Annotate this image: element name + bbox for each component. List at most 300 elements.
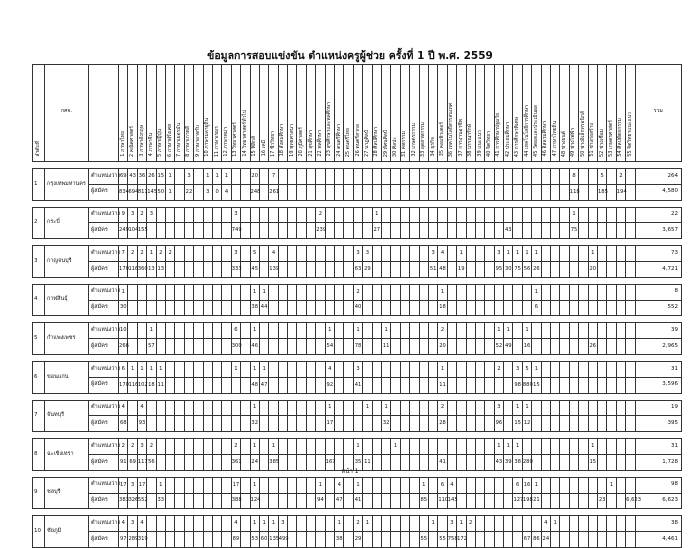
value-cell [335, 323, 344, 339]
value-cell [335, 439, 344, 455]
value-cell [184, 439, 193, 455]
table-row [33, 361, 682, 377]
subject-header-label: 6 ภาษาฝรั่งเศส [166, 123, 173, 157]
value-cell: 17 [137, 477, 146, 493]
value-cell [532, 207, 541, 223]
subject-header-label: 29 ทัศนศิลป์ [382, 129, 389, 157]
value-cell [541, 284, 550, 300]
value-cell: 6,623 [626, 493, 635, 509]
value-cell [381, 261, 390, 277]
value-cell: 2 [119, 439, 128, 455]
spacer-row [33, 277, 682, 284]
value-cell [381, 223, 390, 239]
subject-header-cell [175, 65, 184, 162]
value-cell: 32 [250, 416, 259, 432]
value-cell [419, 377, 428, 393]
value-cell [400, 439, 409, 455]
value-cell [607, 516, 616, 532]
value-cell: 127 [513, 493, 522, 509]
value-cell [485, 361, 494, 377]
value-cell [597, 284, 606, 300]
value-cell [184, 284, 193, 300]
value-cell: 5 [250, 246, 259, 262]
value-cell [335, 300, 344, 316]
document-title: ข้อมูลการสอบแข่งขัน ตำแหน่งครูผู้ช่วย ครั้งที่ 1 ปี พ.ศ. 2559 [207, 50, 493, 62]
value-cell [616, 300, 625, 316]
value-cell [212, 516, 221, 532]
value-cell [156, 439, 165, 455]
value-cell: 4 [447, 477, 456, 493]
value-cell [597, 323, 606, 339]
value-cell [241, 416, 250, 432]
value-cell [419, 207, 428, 223]
value-cell [297, 207, 306, 223]
value-cell [400, 246, 409, 262]
value-cell [579, 300, 588, 316]
value-cell [147, 493, 156, 509]
value-cell: 1 [513, 400, 522, 416]
subject-header-label: 10 ภาษามลายูถิ่น [204, 118, 211, 157]
value-cell [353, 184, 362, 200]
subject-header-cell [475, 65, 484, 162]
value-cell: 0 [212, 184, 221, 200]
value-cell [381, 184, 390, 200]
value-cell: 46 [250, 339, 259, 355]
value-cell [184, 416, 193, 432]
value-cell: 2 [494, 361, 503, 377]
value-cell [607, 223, 616, 239]
value-cell [447, 323, 456, 339]
value-cell [363, 532, 372, 548]
value-cell [335, 361, 344, 377]
value-cell: 383 [119, 493, 128, 509]
row-kind-positions: ตำแหน่งว่าง [89, 400, 119, 416]
row-total: 22 [635, 207, 681, 223]
value-cell [288, 169, 297, 185]
value-cell: 27 [372, 223, 381, 239]
value-cell [212, 339, 221, 355]
value-cell: 85 [419, 493, 428, 509]
value-cell: 38 [335, 532, 344, 548]
value-cell [128, 339, 137, 355]
value-cell [588, 223, 597, 239]
value-cell: 2 [166, 246, 175, 262]
value-cell [419, 300, 428, 316]
value-cell: 834 [119, 184, 128, 200]
value-cell [532, 416, 541, 432]
value-cell [597, 300, 606, 316]
value-cell: 1 [569, 207, 578, 223]
value-cell [588, 300, 597, 316]
value-cell: 145 [147, 184, 156, 200]
value-cell [241, 223, 250, 239]
value-cell [560, 416, 569, 432]
row-total: 38 [635, 516, 681, 532]
value-cell [325, 223, 334, 239]
value-cell [203, 439, 212, 455]
value-cell [194, 207, 203, 223]
value-cell [410, 516, 419, 532]
value-cell [616, 284, 625, 300]
value-cell [241, 400, 250, 416]
subject-header-cell [269, 65, 278, 162]
value-cell [597, 377, 606, 393]
value-cell: 1 [504, 323, 513, 339]
value-cell: 117 [137, 454, 146, 470]
value-cell [184, 361, 193, 377]
value-cell: 48 [250, 377, 259, 393]
value-cell [306, 532, 315, 548]
subject-header-cell [551, 65, 560, 162]
value-cell [297, 493, 306, 509]
value-cell [428, 493, 437, 509]
value-cell: 38 [513, 454, 522, 470]
value-cell [381, 207, 390, 223]
value-cell [156, 339, 165, 355]
value-cell [212, 207, 221, 223]
row-kind-positions: ตำแหน่งว่าง [89, 246, 119, 262]
value-cell [428, 169, 437, 185]
value-cell: 185 [597, 184, 606, 200]
value-cell [597, 223, 606, 239]
value-cell [316, 246, 325, 262]
subject-header-cell [156, 65, 165, 162]
value-cell: 5 [522, 361, 531, 377]
value-cell [504, 377, 513, 393]
value-cell [391, 207, 400, 223]
value-cell [222, 493, 231, 509]
value-cell [541, 493, 550, 509]
value-cell [278, 284, 287, 300]
value-cell [504, 184, 513, 200]
value-cell [306, 339, 315, 355]
value-cell: 1 [607, 477, 616, 493]
value-cell [184, 400, 193, 416]
value-cell: 49 [504, 339, 513, 355]
value-cell [569, 323, 578, 339]
row-total: 3,596 [635, 377, 681, 393]
row-kind-applicants: ผู้สมัคร [89, 223, 119, 239]
value-cell [391, 323, 400, 339]
value-cell [288, 416, 297, 432]
value-cell [391, 261, 400, 277]
value-cell [579, 284, 588, 300]
spacer-cell [33, 316, 682, 323]
value-cell: 3 [231, 207, 240, 223]
value-cell [316, 377, 325, 393]
value-cell [381, 516, 390, 532]
subject-header-cell [579, 65, 588, 162]
value-cell: 26 [532, 261, 541, 277]
value-cell [475, 184, 484, 200]
value-cell [438, 223, 447, 239]
value-cell: 4 [119, 516, 128, 532]
value-cell [259, 169, 268, 185]
value-cell [325, 493, 334, 509]
value-cell [616, 207, 625, 223]
value-cell [569, 377, 578, 393]
value-cell: 5 [597, 169, 606, 185]
value-cell [428, 339, 437, 355]
value-cell [400, 477, 409, 493]
value-cell [428, 439, 437, 455]
value-cell [344, 169, 353, 185]
value-cell: 319 [137, 532, 146, 548]
value-cell: 43 [128, 169, 137, 185]
value-cell [475, 284, 484, 300]
value-cell: 2 [353, 516, 362, 532]
value-cell [419, 416, 428, 432]
value-cell [513, 184, 522, 200]
value-cell [194, 339, 203, 355]
value-cell [466, 300, 475, 316]
subject-header-label: 9 ภาษาอาหรับ [194, 124, 201, 157]
value-cell [410, 169, 419, 185]
subject-header-cell [616, 65, 625, 162]
subject-header-label: 38 บรรณารักษ์ [467, 123, 474, 157]
value-cell [457, 223, 466, 239]
value-cell: 880 [522, 377, 531, 393]
value-cell: 6 [513, 477, 522, 493]
value-cell [626, 223, 635, 239]
subject-header-cell [494, 65, 503, 162]
value-cell [466, 416, 475, 432]
value-cell [569, 532, 578, 548]
value-cell [288, 477, 297, 493]
value-cell [513, 300, 522, 316]
value-cell: 1 [259, 361, 268, 377]
value-cell [466, 261, 475, 277]
value-cell [166, 532, 175, 548]
value-cell [504, 493, 513, 509]
value-cell [504, 361, 513, 377]
value-cell [551, 400, 560, 416]
value-cell: 3 [278, 516, 287, 532]
value-cell [475, 477, 484, 493]
subject-header-cell [419, 65, 428, 162]
value-cell [241, 261, 250, 277]
row-total: 98 [635, 477, 681, 493]
value-cell: 1 [551, 516, 560, 532]
value-cell [457, 416, 466, 432]
value-cell [391, 361, 400, 377]
value-cell [156, 516, 165, 532]
value-cell: 55 [438, 532, 447, 548]
value-cell [410, 223, 419, 239]
value-cell [428, 223, 437, 239]
value-cell [166, 400, 175, 416]
value-cell [579, 207, 588, 223]
value-cell [372, 400, 381, 416]
value-cell [560, 493, 569, 509]
value-cell [259, 184, 268, 200]
subject-header-label: 22 พลศึกษา [316, 130, 323, 157]
value-cell [363, 377, 372, 393]
value-cell [241, 207, 250, 223]
value-cell [288, 439, 297, 455]
subject-header-cell [410, 65, 419, 162]
value-cell [607, 400, 616, 416]
value-cell [579, 246, 588, 262]
value-cell [184, 261, 193, 277]
value-cell [306, 284, 315, 300]
value-cell [241, 169, 250, 185]
value-cell [372, 284, 381, 300]
spacer-row [33, 393, 682, 400]
row-kind-positions: ตำแหน่งว่าง [89, 439, 119, 455]
value-cell: 11 [156, 377, 165, 393]
value-cell [147, 400, 156, 416]
value-cell [400, 300, 409, 316]
value-cell [391, 184, 400, 200]
row-kind-positions: ตำแหน่งว่าง [89, 477, 119, 493]
value-cell [175, 532, 184, 548]
value-cell [316, 439, 325, 455]
value-cell [222, 261, 231, 277]
value-cell [419, 223, 428, 239]
value-cell [231, 300, 240, 316]
value-cell [166, 361, 175, 377]
value-cell [297, 516, 306, 532]
value-cell [616, 516, 625, 532]
subject-header-label: 5 ภาษาญี่ปุ่น [157, 128, 164, 157]
value-cell [194, 532, 203, 548]
value-cell: 118 [569, 184, 578, 200]
subject-header-cell [372, 65, 381, 162]
value-cell [297, 246, 306, 262]
value-cell: 95 [494, 261, 503, 277]
value-cell [316, 339, 325, 355]
value-cell: 63 [353, 261, 362, 277]
value-cell [316, 284, 325, 300]
value-cell [241, 516, 250, 532]
value-cell [316, 532, 325, 548]
value-cell: 1 [335, 516, 344, 532]
value-cell [607, 493, 616, 509]
value-cell [551, 477, 560, 493]
value-cell [297, 223, 306, 239]
value-cell [560, 207, 569, 223]
subject-header-label: 20 ภูมิศาสตร์ [298, 127, 305, 157]
value-cell: 97 [119, 532, 128, 548]
value-cell [381, 477, 390, 493]
value-cell: 89 [231, 532, 240, 548]
value-cell: 15 [588, 454, 597, 470]
value-cell [259, 439, 268, 455]
value-cell [485, 516, 494, 532]
value-cell [194, 300, 203, 316]
value-cell [156, 300, 165, 316]
subject-header-label: 49 ช่างไฟฟ้า [570, 127, 577, 157]
value-cell [194, 246, 203, 262]
value-cell [569, 261, 578, 277]
value-cell [428, 207, 437, 223]
value-cell [147, 516, 156, 532]
value-cell [560, 477, 569, 493]
value-cell [222, 323, 231, 339]
value-cell [175, 339, 184, 355]
subject-header-cell [381, 65, 390, 162]
value-cell [335, 223, 344, 239]
value-cell [551, 439, 560, 455]
subject-header-cell [466, 65, 475, 162]
value-cell [278, 300, 287, 316]
value-cell [410, 361, 419, 377]
value-cell: 1 [457, 246, 466, 262]
table-row [33, 400, 682, 416]
value-cell: 44 [259, 300, 268, 316]
value-cell: 1 [522, 323, 531, 339]
value-cell [541, 400, 550, 416]
value-cell [325, 246, 334, 262]
value-cell [569, 493, 578, 509]
value-cell [466, 184, 475, 200]
value-cell [184, 516, 193, 532]
value-cell [466, 532, 475, 548]
value-cell: 23 [597, 493, 606, 509]
value-cell [485, 400, 494, 416]
value-cell [184, 339, 193, 355]
value-cell [137, 284, 146, 300]
subject-header-cell [278, 65, 287, 162]
value-cell [128, 416, 137, 432]
value-cell [128, 300, 137, 316]
value-cell: 1 [522, 400, 531, 416]
value-cell [560, 339, 569, 355]
value-cell [447, 377, 456, 393]
table-row [33, 284, 682, 300]
row-number: 4 [33, 284, 45, 316]
subject-header-label: 1 ภาษาไทย [119, 131, 126, 157]
value-cell [400, 377, 409, 393]
value-cell [560, 377, 569, 393]
value-cell: 2 [438, 323, 447, 339]
subject-header-cell [184, 65, 193, 162]
value-cell [128, 323, 137, 339]
value-cell [475, 300, 484, 316]
value-cell: 56 [522, 261, 531, 277]
value-cell [626, 477, 635, 493]
value-cell: 1 [269, 439, 278, 455]
value-cell [381, 493, 390, 509]
value-cell [560, 400, 569, 416]
value-cell [626, 377, 635, 393]
value-cell [316, 400, 325, 416]
table-row [33, 516, 682, 532]
value-cell [466, 169, 475, 185]
subject-header-label: 14 วิทยาศาสตร์ทั่วไป [241, 110, 248, 157]
value-cell [212, 323, 221, 339]
value-cell: 75 [513, 261, 522, 277]
value-cell [184, 300, 193, 316]
subject-header-label: 18 สังคมศึกษา [279, 124, 286, 157]
spacer-cell [33, 200, 682, 207]
table-row [33, 323, 682, 339]
row-total: 264 [635, 169, 681, 185]
value-cell [156, 207, 165, 223]
value-cell: 15 [532, 377, 541, 393]
value-cell [269, 377, 278, 393]
value-cell [212, 532, 221, 548]
value-cell [269, 300, 278, 316]
value-cell [551, 169, 560, 185]
value-cell [466, 339, 475, 355]
row-total: 31 [635, 361, 681, 377]
value-cell [316, 361, 325, 377]
province-name: กำแพงเพชร [45, 323, 89, 355]
row-kind-applicants: ผู้สมัคร [89, 454, 119, 470]
value-cell [156, 223, 165, 239]
